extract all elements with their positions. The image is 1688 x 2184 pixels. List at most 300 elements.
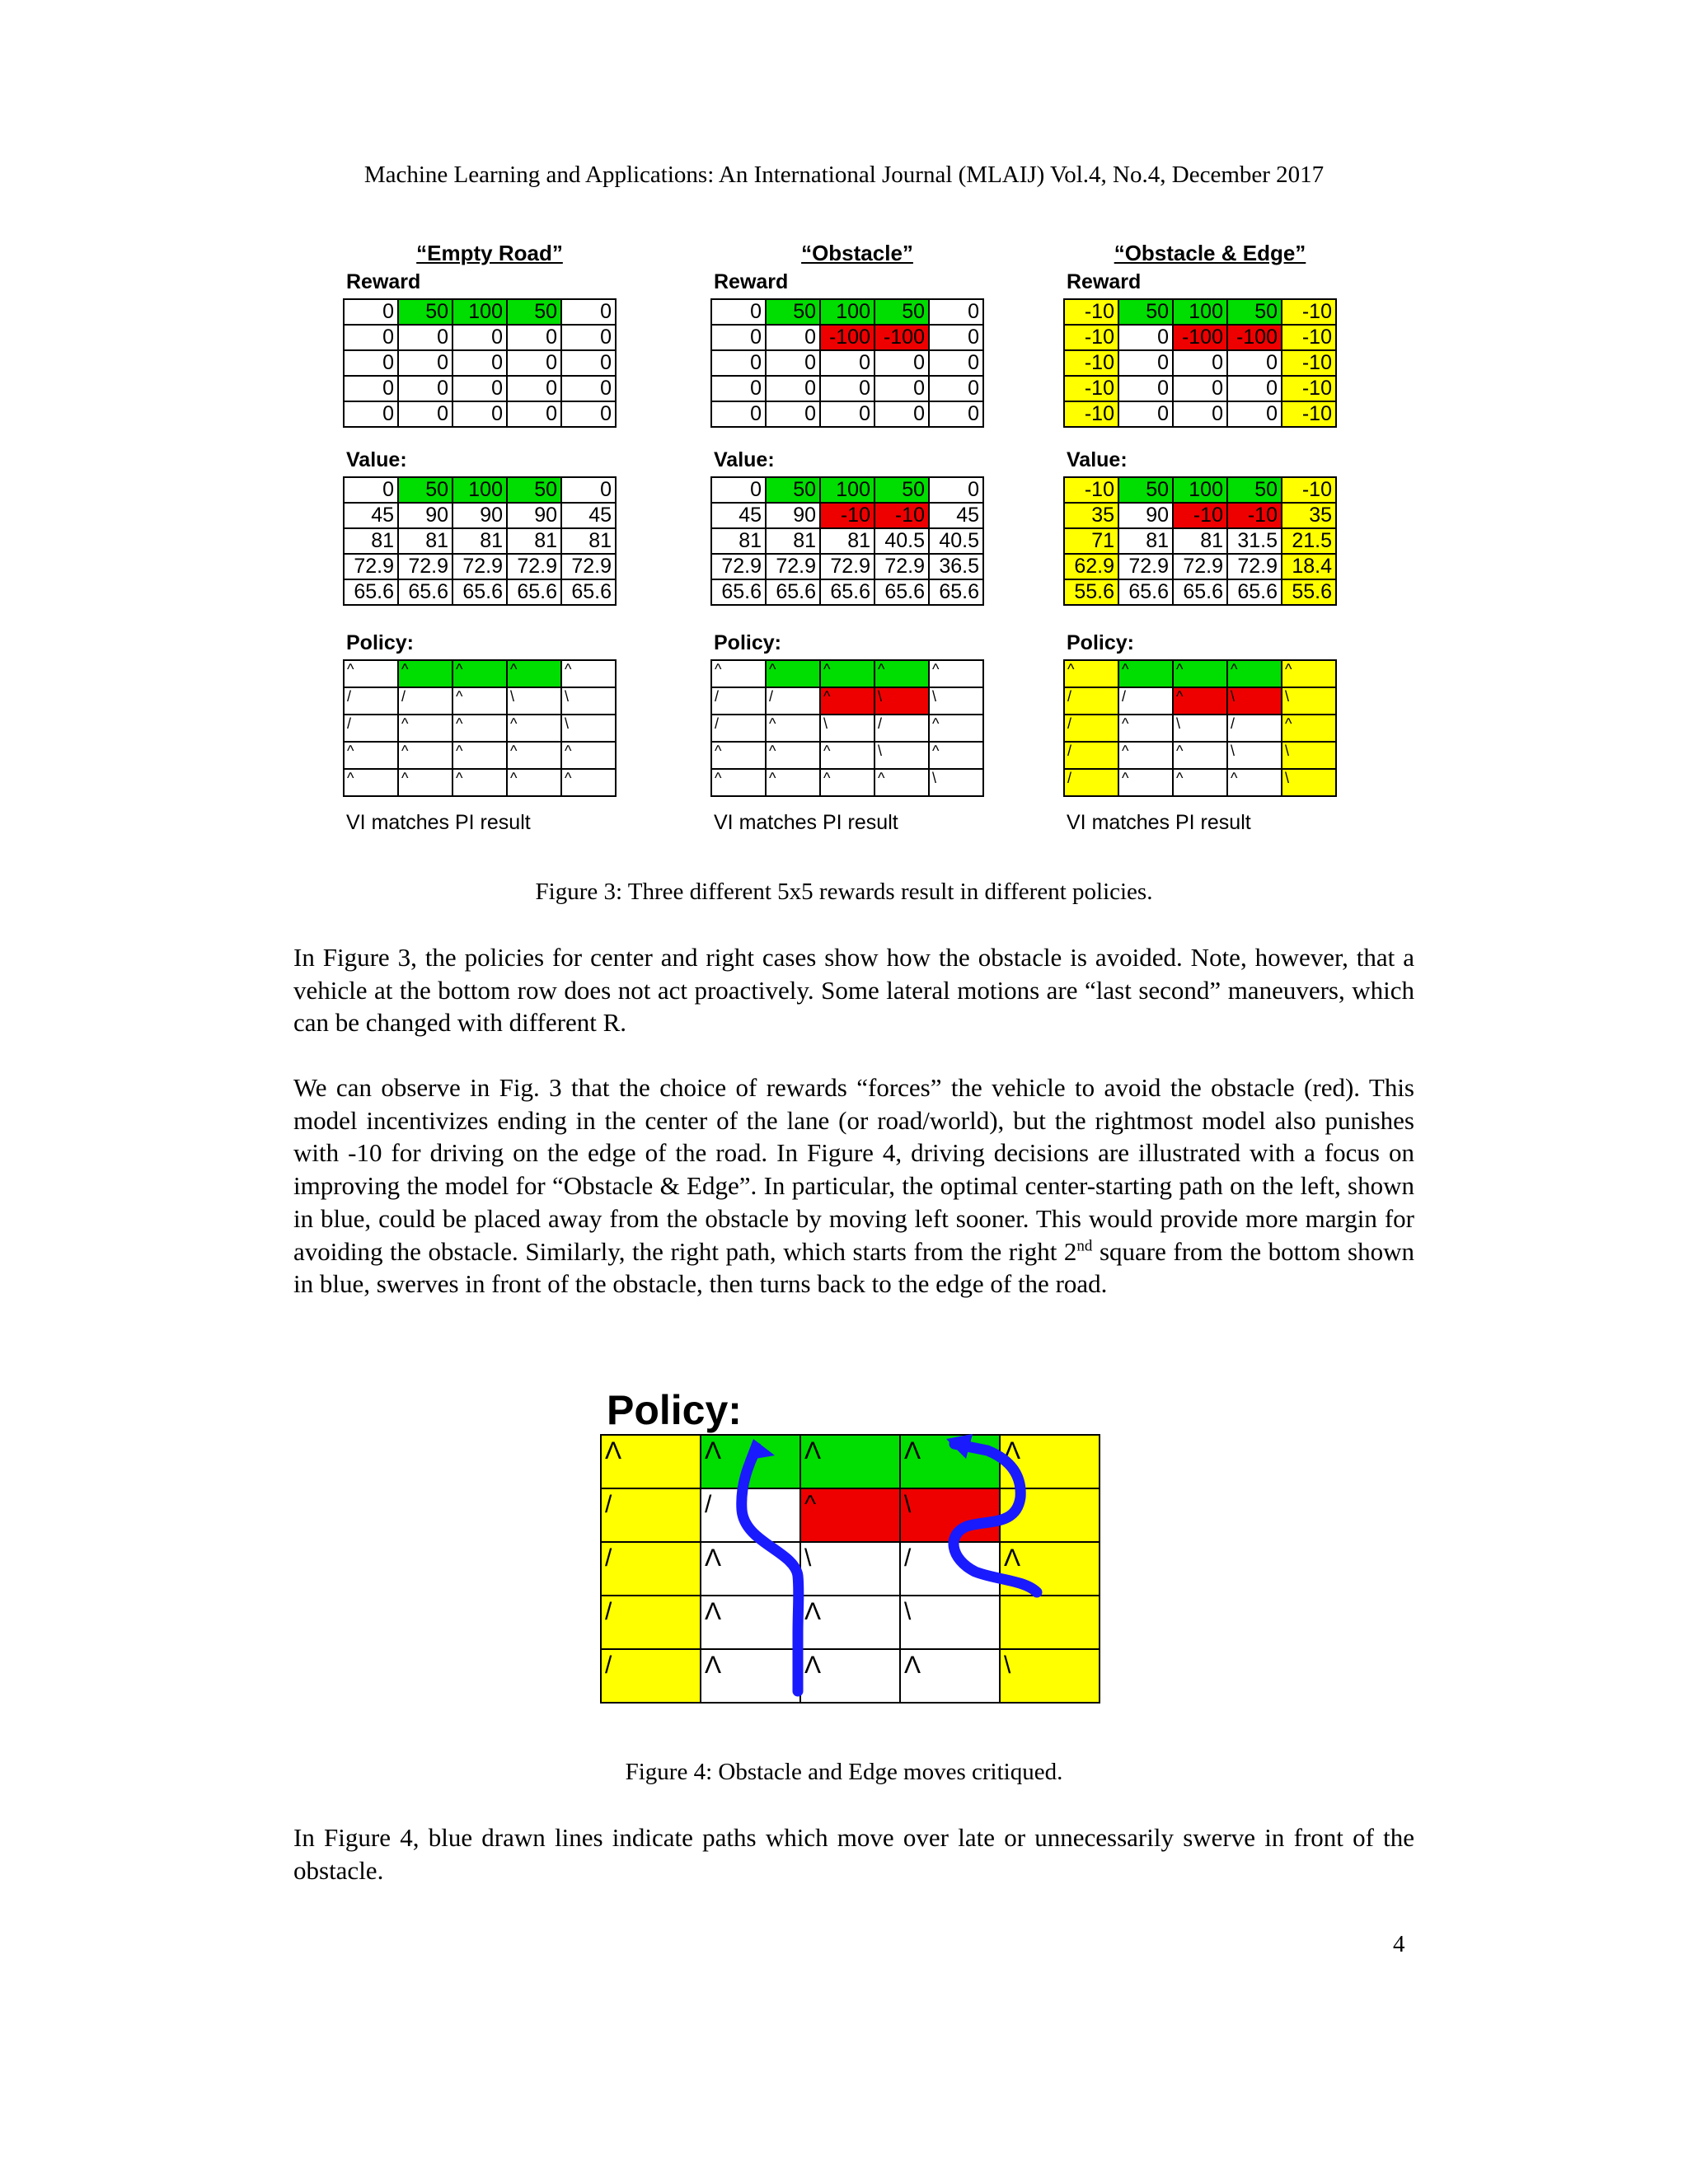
table-cell: 0 — [344, 376, 398, 401]
table-cell: 0 — [561, 477, 616, 503]
table-cell: 35 — [1282, 503, 1336, 528]
table-cell: -10 — [1282, 477, 1336, 503]
table-cell: 50 — [1118, 477, 1173, 503]
table-row — [1064, 350, 1336, 376]
table-row — [711, 687, 983, 715]
table-cell: ^ — [1173, 687, 1227, 715]
table-cell: \ — [820, 715, 874, 742]
table-cell: 65.6 — [766, 579, 820, 605]
table-cell: 0 — [1173, 401, 1227, 427]
table-cell: / — [701, 1488, 800, 1542]
value-table — [343, 476, 617, 606]
table-cell: 65.6 — [820, 579, 874, 605]
table-cell: / — [398, 687, 452, 715]
figure4-caption: Figure 4: Obstacle and Edge moves critiqued. — [625, 1759, 1063, 1785]
page-number: 4 — [1393, 1931, 1405, 1957]
table-row — [601, 1596, 1100, 1649]
table-cell: 72.9 — [507, 554, 561, 579]
table-cell: 65.6 — [398, 579, 452, 605]
table-cell: ^ — [452, 742, 507, 769]
table-cell — [1000, 1596, 1100, 1649]
table-cell: 50 — [766, 299, 820, 325]
table-cell: 81 — [820, 528, 874, 554]
table-cell: 0 — [452, 350, 507, 376]
table-cell: 40.5 — [874, 528, 929, 554]
table-cell: 0 — [398, 376, 452, 401]
value-table — [710, 476, 984, 606]
table-cell: ^ — [1227, 769, 1282, 796]
table-cell: ^ — [1118, 715, 1173, 742]
table-cell: 0 — [929, 376, 983, 401]
table-cell: ^ — [507, 769, 561, 796]
table-cell: Λ — [900, 1649, 1000, 1703]
table-cell: ^ — [507, 715, 561, 742]
value-label: Value: — [714, 448, 775, 471]
table-row — [1064, 715, 1336, 742]
table-cell: 0 — [820, 401, 874, 427]
table-cell: \ — [1282, 769, 1336, 796]
table-cell: 72.9 — [1227, 554, 1282, 579]
table-row — [711, 554, 983, 579]
table-cell: ^ — [800, 1488, 900, 1542]
table-cell: 0 — [929, 299, 983, 325]
table-cell: \ — [929, 687, 983, 715]
panel-title: “Empty Road” — [416, 241, 563, 265]
table-cell: 0 — [1227, 376, 1282, 401]
table-cell: -100 — [1173, 325, 1227, 350]
table-row — [344, 715, 616, 742]
table-cell: ^ — [874, 660, 929, 687]
table-row — [1064, 477, 1336, 503]
value-label: Value: — [346, 448, 407, 471]
figure4 — [600, 1386, 1103, 1716]
table-row — [711, 715, 983, 742]
policy-table — [1063, 659, 1337, 797]
table-cell: 0 — [344, 477, 398, 503]
policy-label: Policy: — [714, 631, 781, 654]
table-cell: -10 — [1064, 299, 1118, 325]
table-row — [344, 687, 616, 715]
table-cell: ^ — [1118, 660, 1173, 687]
table-cell: -10 — [1282, 376, 1336, 401]
figure4-title: Policy: — [607, 1387, 742, 1433]
table-cell: 50 — [398, 299, 452, 325]
table-cell: 31.5 — [1227, 528, 1282, 554]
table-cell: 81 — [398, 528, 452, 554]
table-row — [344, 503, 616, 528]
table-cell: ^ — [398, 769, 452, 796]
table-cell: 72.9 — [874, 554, 929, 579]
panel-obstacle — [710, 241, 1004, 842]
table-cell: 0 — [452, 376, 507, 401]
table-cell: Λ — [701, 1542, 800, 1596]
table-cell: 0 — [1118, 350, 1173, 376]
table-cell: 81 — [344, 528, 398, 554]
table-cell: -10 — [1282, 401, 1336, 427]
table-cell: 0 — [711, 325, 766, 350]
table-cell: / — [766, 687, 820, 715]
table-row — [344, 554, 616, 579]
table-cell: / — [874, 715, 929, 742]
table-cell: 0 — [344, 325, 398, 350]
table-cell: / — [344, 715, 398, 742]
table-cell: -10 — [1064, 350, 1118, 376]
panel-note: VI matches PI result — [346, 811, 531, 834]
table-row — [601, 1649, 1100, 1703]
policy-label: Policy: — [346, 631, 414, 654]
table-cell: 0 — [344, 299, 398, 325]
table-row — [1064, 554, 1336, 579]
table-cell: ^ — [344, 742, 398, 769]
table-cell: 72.9 — [398, 554, 452, 579]
table-cell: ^ — [766, 742, 820, 769]
table-row — [1064, 299, 1336, 325]
table-cell: ^ — [561, 660, 616, 687]
table-cell: 50 — [1227, 299, 1282, 325]
table-cell: / — [601, 1596, 701, 1649]
table-cell: 0 — [1118, 376, 1173, 401]
table-cell — [1000, 1488, 1100, 1542]
table-cell: 50 — [507, 299, 561, 325]
table-cell: 50 — [766, 477, 820, 503]
table-cell: ^ — [1064, 660, 1118, 687]
table-cell: 81 — [452, 528, 507, 554]
table-cell: ^ — [820, 687, 874, 715]
table-cell: / — [1064, 715, 1118, 742]
table-cell: Λ — [1000, 1435, 1100, 1488]
table-row — [1064, 401, 1336, 427]
table-cell: 0 — [561, 325, 616, 350]
table-row — [1064, 687, 1336, 715]
table-cell: 0 — [507, 401, 561, 427]
table-cell: 50 — [874, 299, 929, 325]
table-cell: \ — [900, 1488, 1000, 1542]
table-cell: 50 — [398, 477, 452, 503]
table-cell: 0 — [1118, 401, 1173, 427]
table-cell: 0 — [766, 376, 820, 401]
table-cell: -10 — [1064, 477, 1118, 503]
table-cell: -10 — [1282, 325, 1336, 350]
table-cell: ^ — [711, 660, 766, 687]
running-header: Machine Learning and Applications: An International Journal (MLAIJ) Vol.4, No.4, December 2017 — [363, 162, 1325, 188]
table-row — [344, 528, 616, 554]
table-cell: 21.5 — [1282, 528, 1336, 554]
table-cell: 36.5 — [929, 554, 983, 579]
table-cell: 0 — [1227, 401, 1282, 427]
table-row — [711, 742, 983, 769]
table-row — [1064, 579, 1336, 605]
table-cell: -100 — [874, 325, 929, 350]
table-cell: / — [1227, 715, 1282, 742]
table-cell: / — [601, 1649, 701, 1703]
paragraph-text: We can observe in Fig. 3 that the choice of rewards “forces” the vehicle to avoid the obstacle (red). This model incentivizes ending in the center of the lane (or road/world), but the rightmost model also punishes with -10 for driving on the edge of the road. In Figure 4, driving decisions are illustrated with a focus on improving the model for “Obstacle & Edge”. In particular, the optimal center-starting path on the left, shown in blue, could be placed away from the obstacle by moving left sooner. This would provide more margin for avoiding the obstacle. Similarly, the right path, which starts from the right 2 — [293, 1073, 1414, 1266]
table-cell: ^ — [820, 769, 874, 796]
table-row — [1064, 528, 1336, 554]
table-row — [344, 579, 616, 605]
table-cell: \ — [561, 715, 616, 742]
table-cell: 55.6 — [1282, 579, 1336, 605]
table-cell: \ — [1282, 742, 1336, 769]
table-cell: / — [1064, 687, 1118, 715]
table-row — [1064, 325, 1336, 350]
table-cell: -100 — [1227, 325, 1282, 350]
table-cell: -10 — [1282, 299, 1336, 325]
table-cell: ^ — [1173, 660, 1227, 687]
table-cell: ^ — [1118, 742, 1173, 769]
table-row — [1064, 742, 1336, 769]
table-cell: ^ — [452, 660, 507, 687]
table-cell: -100 — [820, 325, 874, 350]
table-cell: 72.9 — [711, 554, 766, 579]
table-cell: -10 — [1064, 325, 1118, 350]
reward-table — [1063, 298, 1337, 428]
table-cell: ^ — [398, 715, 452, 742]
value-table — [1063, 476, 1337, 606]
table-cell: 0 — [344, 401, 398, 427]
policy-label: Policy: — [1067, 631, 1134, 654]
table-cell: 72.9 — [561, 554, 616, 579]
table-row — [711, 579, 983, 605]
table-cell: Λ — [800, 1649, 900, 1703]
table-cell: ^ — [1282, 715, 1336, 742]
table-cell: -10 — [1064, 401, 1118, 427]
panel-note: VI matches PI result — [1067, 811, 1251, 834]
panel-title: “Obstacle” — [801, 241, 913, 265]
table-cell: ^ — [766, 660, 820, 687]
table-cell: 0 — [929, 350, 983, 376]
paragraph-text: square from the bottom shown in blue, swerves in front of the obstacle, then turns back to the edge of the road. — [293, 1236, 1414, 1299]
table-cell: 0 — [452, 325, 507, 350]
table-cell: 0 — [1118, 325, 1173, 350]
table-cell: 100 — [820, 299, 874, 325]
table-cell: 65.6 — [344, 579, 398, 605]
table-cell: 0 — [1227, 350, 1282, 376]
table-cell: -10 — [820, 503, 874, 528]
table-cell: ^ — [711, 769, 766, 796]
table-cell: \ — [900, 1596, 1000, 1649]
table-cell: 71 — [1064, 528, 1118, 554]
table-cell: 0 — [711, 350, 766, 376]
table-cell: ^ — [398, 742, 452, 769]
table-cell: 81 — [711, 528, 766, 554]
table-cell: \ — [507, 687, 561, 715]
table-row — [711, 299, 983, 325]
table-row — [1064, 503, 1336, 528]
table-cell: 0 — [820, 376, 874, 401]
table-cell: ^ — [1173, 769, 1227, 796]
paragraph: In Figure 3, the policies for center and right cases show how the obstacle is avoided. Note, however, that a vehicle at the bottom row does not act proactively. Some lateral motions are “last second” maneuvers, which can be changed with different R. — [293, 943, 1414, 1038]
table-cell: 45 — [929, 503, 983, 528]
reward-table — [343, 298, 617, 428]
table-cell: 81 — [1173, 528, 1227, 554]
table-cell: 0 — [711, 299, 766, 325]
table-cell: \ — [1227, 742, 1282, 769]
table-row — [344, 376, 616, 401]
table-cell: ^ — [507, 660, 561, 687]
table-cell: 65.6 — [929, 579, 983, 605]
table-row — [601, 1542, 1100, 1596]
table-row — [1064, 769, 1336, 796]
paragraph — [293, 1071, 1414, 1301]
table-cell: ^ — [711, 742, 766, 769]
table-cell: / — [1118, 687, 1173, 715]
table-cell: \ — [929, 769, 983, 796]
table-cell: 65.6 — [874, 579, 929, 605]
table-cell: 0 — [561, 401, 616, 427]
table-cell: 90 — [1118, 503, 1173, 528]
table-cell: 0 — [507, 325, 561, 350]
table-cell: Λ — [601, 1435, 701, 1488]
panel-note: VI matches PI result — [714, 811, 898, 834]
table-cell: 65.6 — [1173, 579, 1227, 605]
table-cell: 55.6 — [1064, 579, 1118, 605]
table-row — [711, 401, 983, 427]
table-cell: ^ — [1173, 742, 1227, 769]
table-cell: ^ — [452, 769, 507, 796]
table-cell: ^ — [344, 660, 398, 687]
table-cell: 81 — [1118, 528, 1173, 554]
table-cell: Λ — [701, 1435, 800, 1488]
reward-label: Reward — [714, 270, 789, 293]
table-cell: 0 — [1173, 350, 1227, 376]
table-cell: -10 — [1227, 503, 1282, 528]
paragraph: In Figure 4, blue drawn lines indicate paths which move over late or unnecessarily swerve in front of the obstacle. — [293, 1823, 1414, 1885]
table-cell: 45 — [561, 503, 616, 528]
table-cell: 100 — [1173, 477, 1227, 503]
table-cell: 72.9 — [344, 554, 398, 579]
table-cell: / — [344, 687, 398, 715]
table-cell: \ — [874, 687, 929, 715]
table-cell: / — [900, 1542, 1000, 1596]
table-cell: \ — [1000, 1649, 1100, 1703]
table-row — [711, 769, 983, 796]
table-cell: 0 — [507, 350, 561, 376]
table-row — [344, 660, 616, 687]
table-cell: 0 — [398, 401, 452, 427]
table-cell: ^ — [452, 715, 507, 742]
table-cell: ^ — [766, 769, 820, 796]
table-cell: 45 — [344, 503, 398, 528]
superscript: nd — [1076, 1237, 1093, 1255]
table-cell: Λ — [701, 1649, 800, 1703]
table-cell: 50 — [874, 477, 929, 503]
table-cell: \ — [1282, 687, 1336, 715]
table-row — [601, 1488, 1100, 1542]
table-cell: 0 — [820, 350, 874, 376]
table-cell: ^ — [929, 715, 983, 742]
table-cell: 65.6 — [711, 579, 766, 605]
table-cell: \ — [561, 687, 616, 715]
table-cell: 40.5 — [929, 528, 983, 554]
table-cell: 0 — [766, 401, 820, 427]
table-cell: 0 — [766, 350, 820, 376]
table-cell: ^ — [874, 769, 929, 796]
table-cell: 65.6 — [561, 579, 616, 605]
table-cell: 90 — [766, 503, 820, 528]
table-row — [711, 477, 983, 503]
table-cell: ^ — [766, 715, 820, 742]
table-cell: 81 — [507, 528, 561, 554]
table-cell: 0 — [711, 477, 766, 503]
table-row — [711, 350, 983, 376]
policy-table — [710, 659, 984, 797]
table-cell: 0 — [398, 350, 452, 376]
table-cell: ^ — [561, 769, 616, 796]
table-row — [1064, 660, 1336, 687]
figure4-policy-grid — [600, 1434, 1100, 1704]
table-cell: 100 — [1173, 299, 1227, 325]
table-cell: 65.6 — [452, 579, 507, 605]
table-row — [711, 325, 983, 350]
table-row — [344, 401, 616, 427]
table-cell: ^ — [398, 660, 452, 687]
table-cell: -10 — [1064, 376, 1118, 401]
table-cell: \ — [1227, 687, 1282, 715]
table-cell: 0 — [929, 477, 983, 503]
table-cell: ^ — [452, 687, 507, 715]
table-cell: 50 — [1227, 477, 1282, 503]
table-cell: \ — [1173, 715, 1227, 742]
table-cell: / — [601, 1542, 701, 1596]
table-row — [344, 742, 616, 769]
table-cell: Λ — [900, 1435, 1000, 1488]
table-cell: 100 — [452, 477, 507, 503]
table-row — [711, 660, 983, 687]
table-cell: -10 — [1282, 350, 1336, 376]
table-cell: 72.9 — [452, 554, 507, 579]
panel-title: “Obstacle & Edge” — [1114, 241, 1306, 265]
table-cell: 0 — [929, 401, 983, 427]
table-cell: 0 — [1173, 376, 1227, 401]
table-cell: 0 — [561, 299, 616, 325]
table-cell: 65.6 — [507, 579, 561, 605]
table-cell: 81 — [561, 528, 616, 554]
table-row — [344, 477, 616, 503]
table-cell: ^ — [1282, 660, 1336, 687]
table-cell: 0 — [929, 325, 983, 350]
table-cell: 65.6 — [1227, 579, 1282, 605]
table-row — [344, 350, 616, 376]
table-row — [344, 325, 616, 350]
table-cell: 0 — [398, 325, 452, 350]
table-cell: 0 — [561, 350, 616, 376]
table-cell: 0 — [507, 376, 561, 401]
table-row — [711, 376, 983, 401]
panel-obstacle-edge — [1063, 241, 1357, 842]
policy-table — [343, 659, 617, 797]
table-cell: Λ — [800, 1596, 900, 1649]
table-cell: 35 — [1064, 503, 1118, 528]
table-cell: ^ — [820, 742, 874, 769]
table-row — [344, 769, 616, 796]
reward-label: Reward — [1067, 270, 1142, 293]
panel-empty-road — [343, 241, 636, 842]
table-cell: 72.9 — [1173, 554, 1227, 579]
table-cell: / — [711, 715, 766, 742]
value-label: Value: — [1067, 448, 1128, 471]
table-cell: 0 — [452, 401, 507, 427]
table-row — [344, 299, 616, 325]
table-cell: ^ — [561, 742, 616, 769]
table-cell: 0 — [561, 376, 616, 401]
table-cell: 72.9 — [820, 554, 874, 579]
table-cell: Λ — [1000, 1542, 1100, 1596]
table-cell: Λ — [701, 1596, 800, 1649]
table-cell: 45 — [711, 503, 766, 528]
table-cell: ^ — [820, 660, 874, 687]
table-cell: ^ — [1118, 769, 1173, 796]
table-cell: 100 — [452, 299, 507, 325]
